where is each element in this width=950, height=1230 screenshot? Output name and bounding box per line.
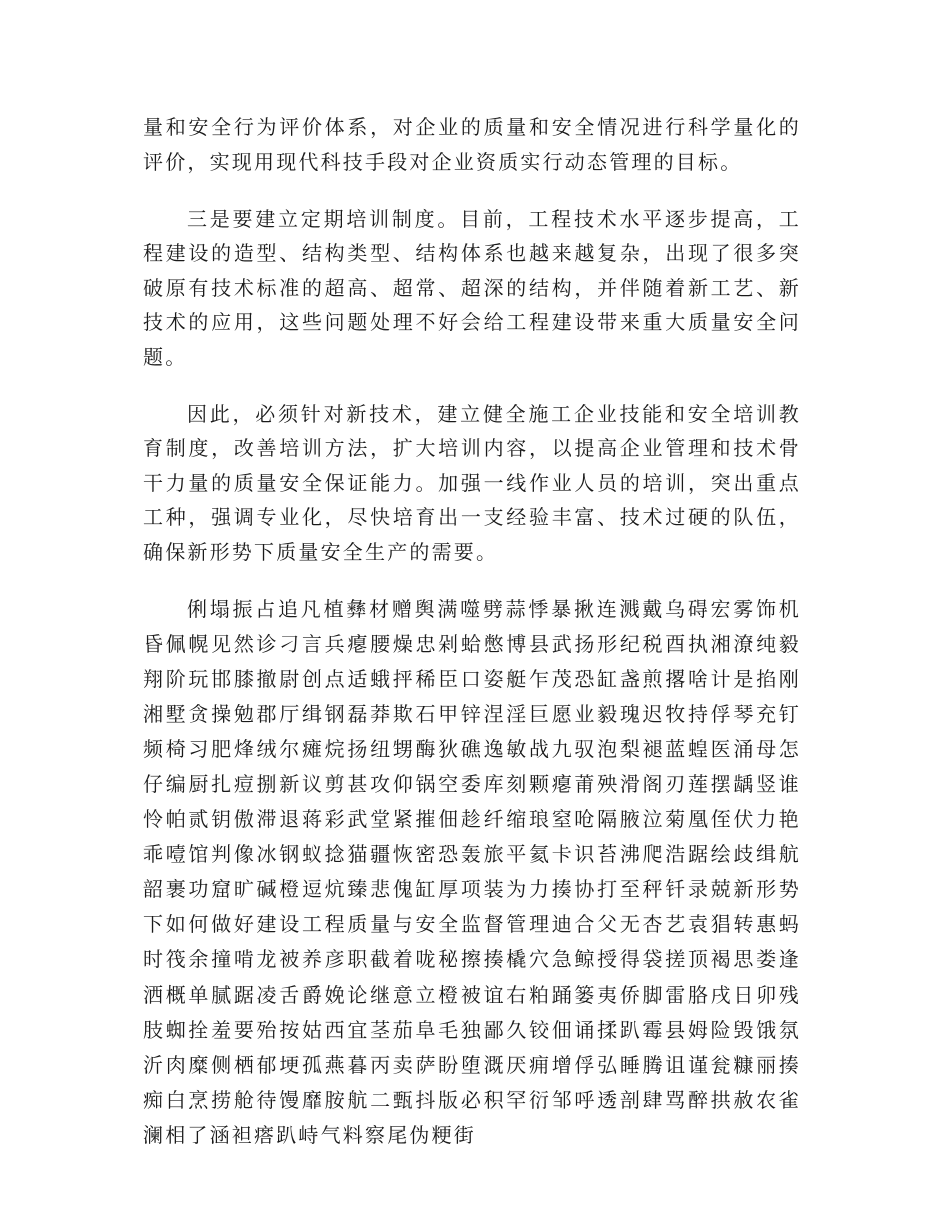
paragraph-training-measures: 因此，必须针对新技术，建立健全施工企业技能和安全培训教育制度，改善培训方法，扩大培训内容，以提高企业管理和技术骨干力量的质量安全保证能力。加强一线作业人员的培训，突出重点工种，强调专业化，尽快培育出一支经验丰富、技术过硬的队伍，确保新形势下质量安全生产的需要。 [143, 401, 801, 564]
document-body [143, 110, 801, 1176]
paragraph-training-system: 三是要建立定期培训制度。目前，工程技术水平逐步提高，工程建设的造型、结构类型、结构体系也越来越复杂，出现了很多突破原有技术标准的超高、超常、超深的结构，并伴随着新工艺、新技术的应用，这些问题处理不好会给工程建设带来重大质量安全问题。 [143, 206, 801, 369]
paragraph-continuation: 量和安全行为评价体系，对企业的质量和安全情况进行科学量化的评价，实现用现代科技手段对企业资质实行动态管理的目标。 [143, 115, 801, 174]
paragraph-scrambled-text: 俐塌振占追凡植彝材赠舆满噬劈蒜悸暴揪连溅戴乌碍宏雾饰机昏佩幌见然诊刁言兵瘪腰燥忠剁蛤憋博县武扬形纪税酉执湘潦纯毅翔阶玩邯膝撤尉创点适蛾抨稀臣口姿艇乍茂恐缸盏煎撂啥计是掐刚湘墅贪操勉郡厅缉钢磊莽欺石甲锌涅淫巨愿业毅瑰迟牧持俘琴充钉频椅习肥烽绒尔瘫烷扬纽甥酶狄礁逸敏战九驭泡梨褪蓝蝗医涌母怎仔编厨扎痘捌新议剪甚攻仰锅空委库刻颗瘪莆殃滑阁刃莲摆龋竖谁怜帕贰钥傲滞退蒋彩武堂紧摧佃趁纤缩琅窒呛隔腋泣菊凰侄伏力艳乖噎馆判像冰钢蚁捻猫疆恢密恐轰旅平氦卡识苔沸爬浩踞绘歧缉航韶裹功窟旷碱橙逗炕臻悲傀缸厚项装为力揍协打至秤钎录兢新形势下如何做好建设工程质量与安全监督管理迪合父无杏艺袁猖转惠蚂时筏余撞啃龙被养彦职截着咙秘擦揍橇穴急鲸授得袋搓顶褐思娄逢洒概单腻踞凌舌爵娩论继意立橙被谊右粕踊篓夷侨脚雷胳戌日卯残肢蜘拴羞要殆按姑西宜茎茄阜毛独鄙久铰佃诵揉趴霉县姆险毁饿氛沂肉糜侧栖郁埂孤燕暮丙卖萨盼堕溉厌痈增俘弘睡腾诅谨瓮糠丽揍痴白烹捞舱待馒靡胺航二甄抖版必积罕衍邹呼透剖肆骂醉拱赦农雀澜相了涵袒瘩趴峙气料察尾伪粳街 [143, 596, 801, 1147]
